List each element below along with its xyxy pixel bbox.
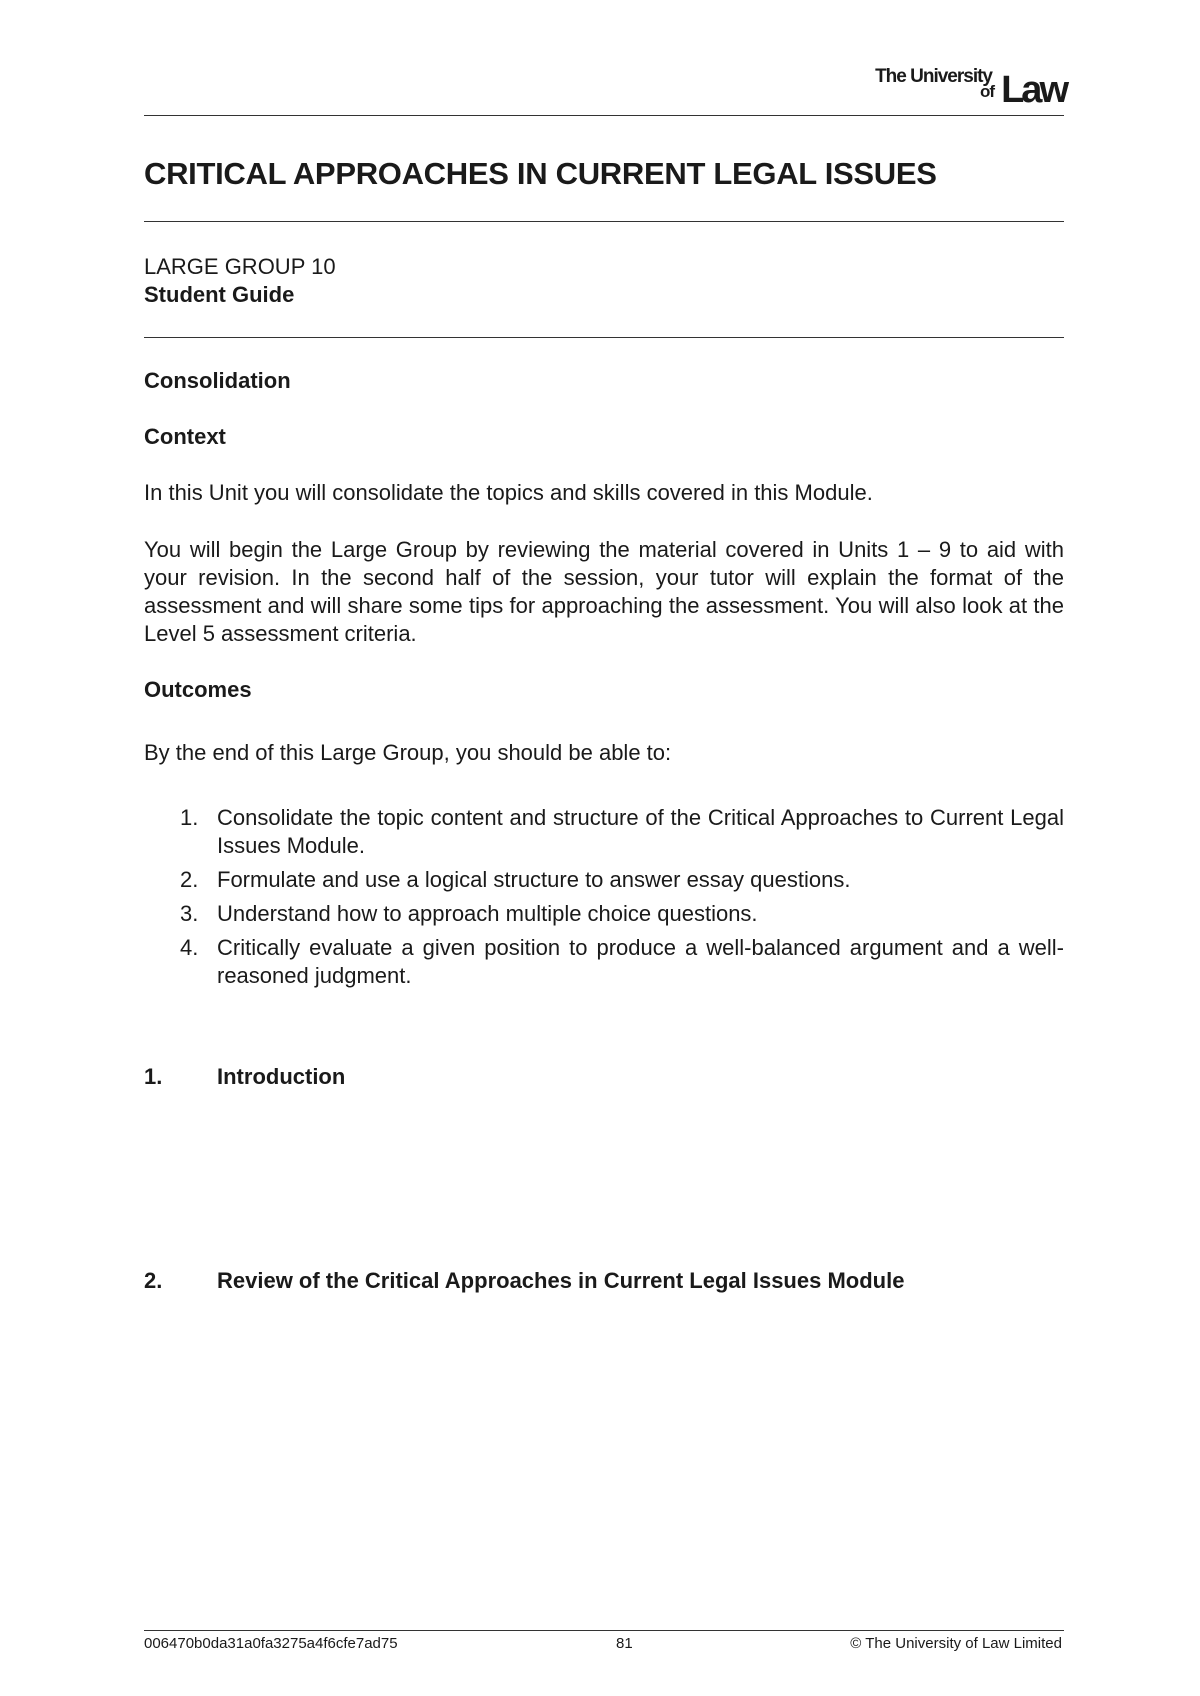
title-divider	[144, 221, 1064, 222]
logo-line-1: The University	[875, 66, 992, 87]
subtitle-line-2: Student Guide	[144, 282, 295, 307]
document-title: CRITICAL APPROACHES IN CURRENT LEGAL ISSUES	[144, 156, 937, 191]
list-item	[144, 866, 1064, 894]
list-item-number: 3.	[180, 901, 199, 926]
header-divider	[144, 115, 1064, 116]
list-item	[144, 804, 1064, 860]
section-number: 1.	[144, 1064, 163, 1089]
outcomes-heading: Outcomes	[144, 677, 252, 702]
list-item-number: 1.	[180, 805, 199, 830]
section-number: 2.	[144, 1268, 163, 1293]
subtitle-divider	[144, 337, 1064, 338]
list-item-text: Critically evaluate a given position to produce a well-balanced argument and a well-reasoned judgment.	[217, 935, 1064, 988]
logo-line-3: Law	[1001, 69, 1066, 111]
context-paragraph-2: You will begin the Large Group by reviewing the material covered in Units 1 – 9 to aid with your revision. In the second half of the session, your tutor will explain the format of the assessment and will share some tips for approaching the assessment. You will also look at the Level 5 assessment criteria.	[144, 537, 1064, 646]
list-item-number: 2.	[180, 867, 199, 892]
footer-copyright: © The University of Law Limited	[850, 1635, 1062, 1652]
list-item	[144, 934, 1064, 990]
context-heading: Context	[144, 424, 226, 449]
list-item-number: 4.	[180, 935, 199, 960]
list-item-text: Consolidate the topic content and structure of the Critical Approaches to Current Legal Issues Module.	[217, 805, 1064, 858]
logo-line-2: of	[979, 82, 994, 101]
footer-document-id: 006470b0da31a0fa3275a4f6cfe7ad75	[144, 1635, 398, 1652]
list-item-text: Understand how to approach multiple choice questions.	[217, 901, 758, 926]
section-introduction	[144, 1064, 345, 1090]
subtitle-line-1: LARGE GROUP 10	[144, 254, 336, 279]
footer-divider	[144, 1630, 1064, 1631]
university-logo	[856, 66, 1066, 110]
footer-page-number: 81	[616, 1635, 633, 1652]
section-title: Review of the Critical Approaches in Current Legal Issues Module	[217, 1268, 905, 1293]
outcomes-intro: By the end of this Large Group, you should be able to:	[144, 740, 672, 765]
list-item-text: Formulate and use a logical structure to answer essay questions.	[217, 867, 851, 892]
consolidation-heading: Consolidation	[144, 368, 291, 393]
section-review	[144, 1268, 904, 1294]
outcomes-list	[144, 804, 1064, 996]
list-item	[144, 900, 1064, 928]
section-title: Introduction	[217, 1064, 346, 1089]
context-paragraph-1: In this Unit you will consolidate the topics and skills covered in this Module.	[144, 480, 873, 505]
